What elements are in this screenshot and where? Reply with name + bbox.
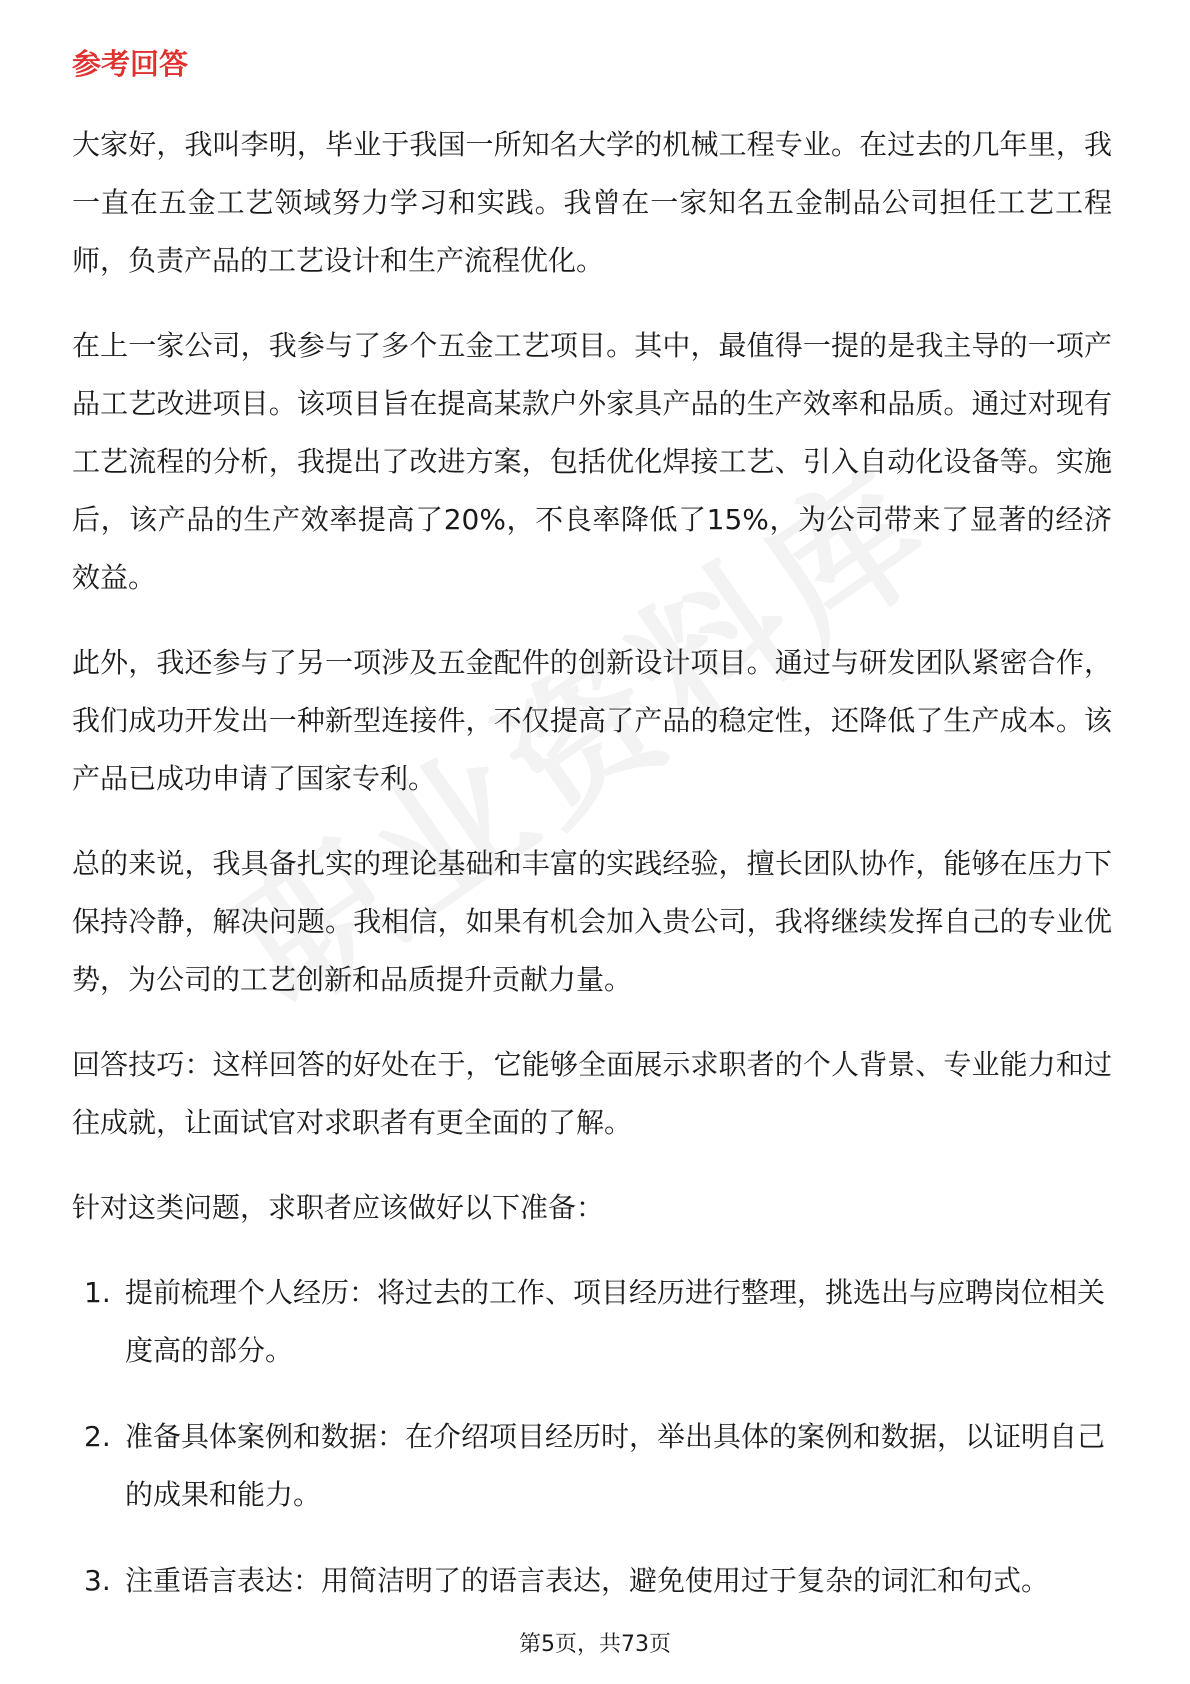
list-number: 1.	[84, 1276, 111, 1309]
paragraph-prep-intro: 针对这类问题，求职者应该做好以下准备：	[72, 1191, 605, 1224]
list-number: 2.	[84, 1420, 111, 1453]
list-item	[72, 1408, 1112, 1524]
list-text: 注重语言表达：用简洁明了的语言表达，避免使用过于复杂的词汇和句式。	[125, 1564, 1050, 1597]
paragraph-project: 在上一家公司，我参与了多个五金工艺项目。其中，最值得一提的是我主导的一项产品工艺改进项目。该项目旨在提高某款户外家具产品的生产效率和品质。通过对现有工艺流程的分析，我提出了改进方案，包括优化焊接工艺、引入自动化设备等。实施后，该产品的生产效率提高了20%，不良率降低了15%，为公司带来了显著的经济效益。	[72, 329, 1112, 594]
section-heading: 参考回答	[72, 47, 189, 81]
paragraph-innovation: 此外，我还参与了另一项涉及五金配件的创新设计项目。通过与研发团队紧密合作，我们成功开发出一种新型连接件，不仅提高了产品的稳定性，还降低了生产成本。该产品已成功申请了国家专利。	[72, 646, 1112, 795]
page-number: 第5页，共73页	[519, 1632, 671, 1657]
prep-list	[72, 1264, 1112, 1610]
page-content	[72, 44, 1112, 1638]
paragraph-intro: 大家好，我叫李明，毕业于我国一所知名大学的机械工程专业。在过去的几年里，我一直在五金工艺领域努力学习和实践。我曾在一家知名五金制品公司担任工艺工程师，负责产品的工艺设计和生产流程优化。	[72, 128, 1112, 277]
list-text: 提前梳理个人经历：将过去的工作、项目经历进行整理，挑选出与应聘岗位相关度高的部分。	[125, 1276, 1106, 1367]
paragraph-summary: 总的来说，我具备扎实的理论基础和丰富的实践经验，擅长团队协作，能够在压力下保持冷静，解决问题。我相信，如果有机会加入贵公司，我将继续发挥自己的专业优势，为公司的工艺创新和品质提升贡献力量。	[72, 847, 1112, 996]
list-number: 3.	[84, 1564, 111, 1597]
paragraph-tips: 回答技巧：这样回答的好处在于，它能够全面展示求职者的个人背景、专业能力和过往成就，让面试官对求职者有更全面的了解。	[72, 1048, 1112, 1139]
list-item	[72, 1552, 1112, 1610]
list-text: 准备具体案例和数据：在介绍项目经历时，举出具体的案例和数据，以证明自己的成果和能力。	[125, 1420, 1106, 1511]
list-item	[72, 1264, 1112, 1380]
